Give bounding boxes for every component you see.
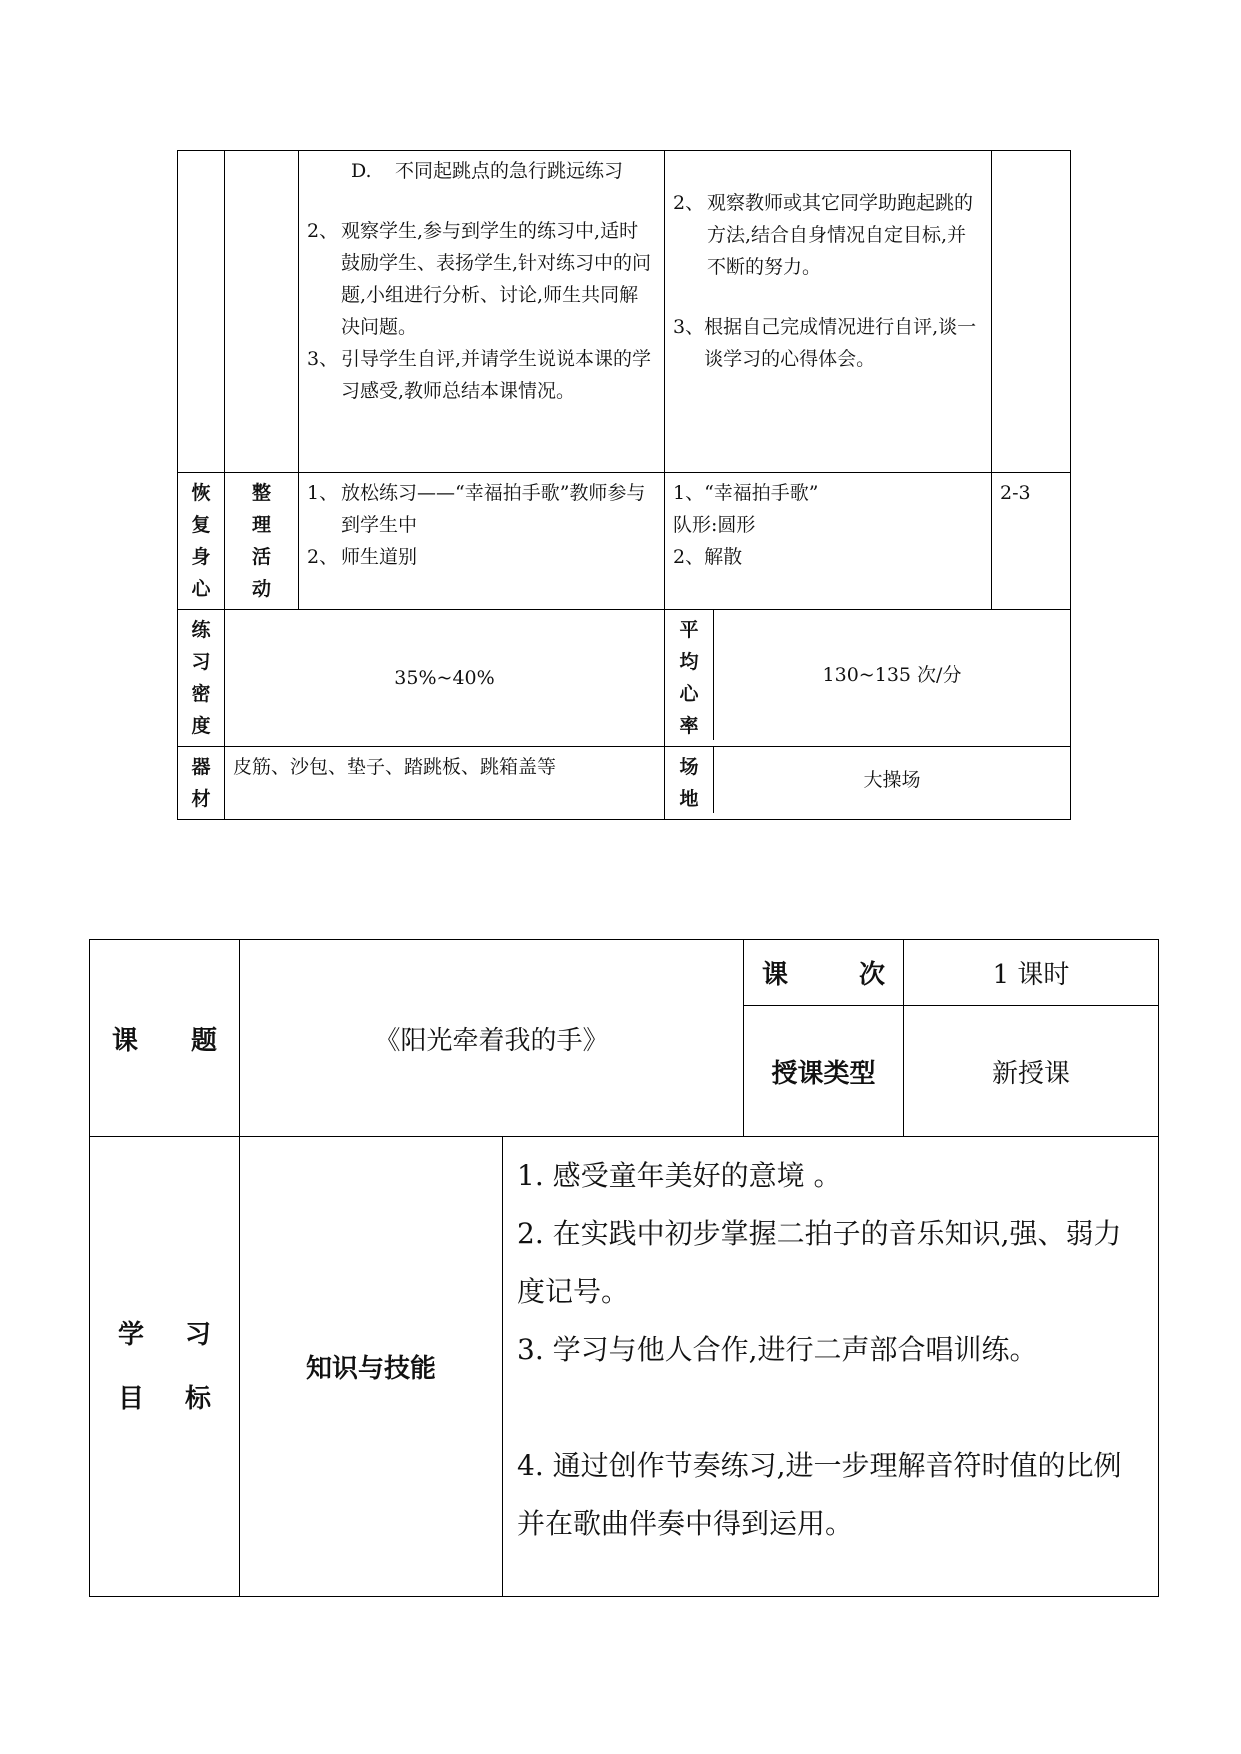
heart-rate-label: 平均心率	[679, 619, 699, 737]
section-cell	[178, 473, 225, 610]
goal-label-cell	[90, 1137, 240, 1597]
recovery-row	[178, 473, 1071, 610]
student-activity-cell	[665, 151, 992, 473]
item-d-text: 不同起跳点的急行跳远练习	[395, 160, 624, 182]
lesson-plan-table-continued	[177, 150, 1071, 820]
topic-value: 《阳光牵着我的手》	[240, 940, 744, 1137]
student-line: 2、解散	[673, 546, 743, 568]
activity-label: 整理活动	[251, 482, 271, 600]
venue-label: 场地	[679, 756, 699, 810]
heart-rate-cell	[665, 610, 1071, 747]
density-row	[178, 610, 1071, 747]
student-line: 队形:圆形	[673, 514, 756, 536]
session-value: 1 课时	[904, 940, 1159, 1006]
venue-cell	[665, 747, 1071, 820]
topic-label: 题	[190, 1025, 217, 1056]
session-label-cell	[744, 940, 904, 1006]
time-cell-empty	[992, 151, 1071, 473]
section-cell-empty	[178, 151, 225, 473]
activity-cell-empty	[225, 151, 299, 473]
equipment-row	[178, 747, 1071, 820]
teacher-steps-list	[307, 477, 656, 573]
item-d-label: D.	[351, 160, 372, 182]
objectives-row	[90, 1137, 1159, 1597]
type-label: 授课类型	[744, 1006, 904, 1137]
time-cell: 2-3	[992, 473, 1071, 610]
objective-item: 2. 在实践中初步掌握二拍子的音乐知识,强、弱力度记号。	[517, 1217, 1122, 1308]
list-item: 1、 放松练习——“幸福拍手歌”教师参与到学生中	[307, 482, 646, 536]
objective-item: 4. 通过创作节奏练习,进一步理解音符时值的比例并在歌曲伴奏中得到运用。	[517, 1449, 1122, 1540]
section-label: 恢复身心	[191, 482, 211, 600]
list-item: 3、 根据自己完成情况进行自评,谈一谈学习的心得体会。	[673, 316, 977, 370]
objective-item: 1. 感受童年美好的意境 。	[517, 1159, 842, 1192]
equipment-label-cell	[178, 747, 225, 820]
skill-label: 知识与技能	[240, 1137, 503, 1597]
topic-label: 课	[112, 1025, 139, 1056]
session-label: 课	[762, 960, 789, 990]
heart-rate-value: 130~135 次/分	[822, 664, 962, 686]
list-item: 2、 观察教师或其它同学助跑起跳的方法,结合自身情况自定目标,并不断的努力。	[673, 192, 974, 278]
goal-label: 学	[118, 1319, 145, 1350]
list-item: 3、 引导学生自评,并请学生说说本课的学习感受,教师总结本课情况。	[307, 348, 652, 402]
session-label: 次	[859, 960, 886, 990]
type-value: 新授课	[904, 1006, 1159, 1137]
topic-row	[90, 940, 1159, 1006]
density-value: 35%~40%	[225, 610, 665, 747]
teacher-activity-cell	[299, 473, 665, 610]
student-line: 1、“幸福拍手歌”	[673, 482, 819, 504]
student-activity-cell	[665, 473, 992, 610]
list-item: 2、 师生道别	[307, 546, 418, 568]
goal-label: 习	[184, 1319, 211, 1350]
activity-cell	[225, 473, 299, 610]
equipment-value: 皮筋、沙包、垫子、踏跳板、跳箱盖等	[225, 747, 665, 820]
equipment-label: 器材	[191, 756, 211, 810]
goal-label: 标	[184, 1383, 211, 1414]
teacher-activity-cell	[299, 151, 665, 473]
continuation-row	[178, 151, 1071, 473]
venue-value: 大操场	[863, 769, 921, 791]
goal-label: 目	[118, 1383, 145, 1414]
student-steps-list	[673, 187, 983, 375]
topic-label-cell	[90, 940, 240, 1137]
density-label: 练习密度	[191, 619, 211, 737]
density-label-cell	[178, 610, 225, 747]
lesson-info-table	[89, 939, 1159, 1597]
teacher-steps-list	[307, 215, 656, 407]
objective-item: 3. 学习与他人合作,进行二声部合唱训练。	[517, 1333, 1038, 1366]
list-item: 2、 观察学生,参与到学生的练习中,适时鼓励学生、表扬学生,针对练习中的问题,小组进行分析、讨论,师生共同解决问题。	[307, 220, 652, 338]
objectives-cell	[503, 1137, 1159, 1597]
